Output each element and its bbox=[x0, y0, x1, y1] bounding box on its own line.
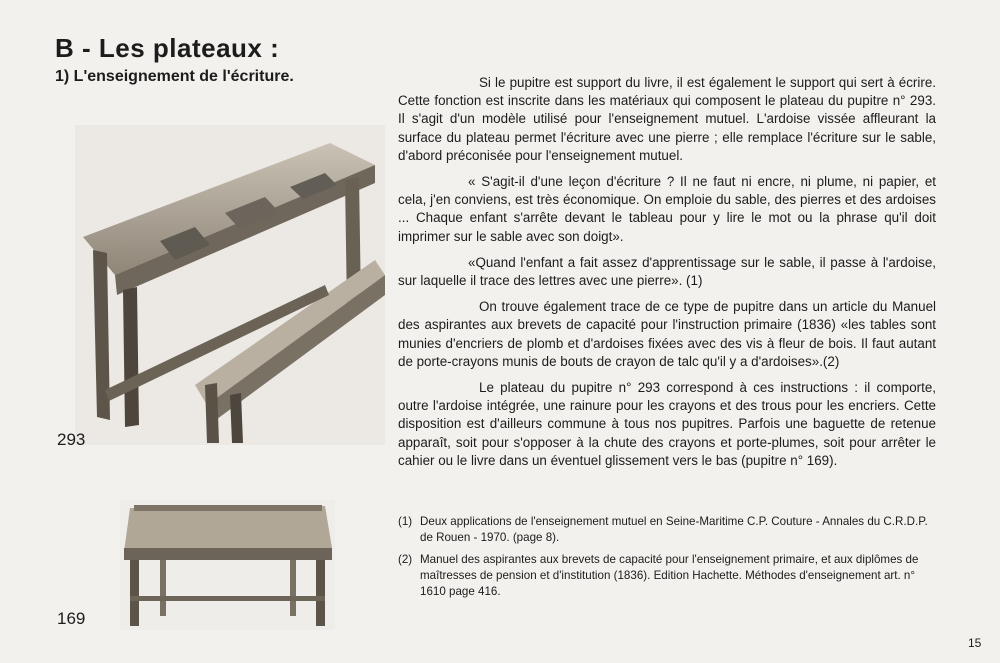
footnotes bbox=[398, 514, 938, 606]
desk-169-illustration bbox=[120, 500, 335, 630]
section-heading: B - Les plateaux : bbox=[55, 33, 280, 63]
figure-label-169: 169 bbox=[57, 609, 86, 628]
page-number: 15 bbox=[968, 636, 982, 650]
desk-169-photo bbox=[120, 500, 335, 630]
footnote bbox=[398, 552, 938, 600]
paragraph: Le plateau du pupitre n° 293 correspond à ces instructions : il comporte, outre l'ardoise intégrée, une rainure pour les crayons et des trous pour les encriers. Cette disposition est d'ailleurs commune à tous nos pupitres. Parfois une baguette de retenue apparaît, soit pour s'opposer à la chute des crayons et porte-plumes, soit pour arrêter le cahier ou le livre dans un éventuel glissement vers le bas (pupitre n° 169). bbox=[398, 380, 936, 468]
paragraph: On trouve également trace de ce type de pupitre dans un article du Manuel des aspirantes aux brevets de capacité pour l'instruction primaire (1836) «les tables sont munies d'encriers de plomb et d'ardoises fixées avec des vis à fleur de bois. Il faut autant de porte-crayons munis de bouts de crayon de talc qu'il y a d'ardoises».(2) bbox=[398, 299, 936, 369]
footnote-number: (1) bbox=[398, 515, 413, 528]
footnote-number: (2) bbox=[398, 553, 413, 566]
desk-293-illustration bbox=[75, 125, 385, 445]
body-text bbox=[398, 74, 936, 478]
footnote bbox=[398, 514, 938, 546]
desk-293-photo bbox=[75, 125, 385, 445]
footnote-text: Manuel des aspirantes aux brevets de capacité pour l'enseignement primaire, et aux diplômes de maîtresses de pension et d'institution (1836). Edition Hachette. Méthodes d'enseignement art. n° 1610 page 416. bbox=[420, 553, 919, 598]
paragraph: «Quand l'enfant a fait assez d'apprentissage sur le sable, il passe à l'ardoise, sur laquelle il trace des lettres avec une pierre». (1) bbox=[398, 254, 936, 289]
paragraph: « S'agit-il d'une leçon d'écriture ? Il ne faut ni encre, ni plume, ni papier, et cela, j'en conviens, est très économique. On emploie du sable, des pierres et des ardoises ... Chaque enfant s'arrête devant le tableau pour y lire le mot ou la phrase qu'il doit imprimer sur le sable avec son doigt». bbox=[398, 174, 936, 244]
figure-label-293: 293 bbox=[57, 430, 86, 449]
sub-heading: 1) L'enseignement de l'écriture. bbox=[55, 68, 294, 85]
paragraph: Si le pupitre est support du livre, il est également le support qui sert à écrire. Cette fonction est inscrite dans les matériaux qui composent le plateau du pupitre n° 293. Il s'agit d'un modèle utilisé pour l'enseignement mutuel. L'ardoise vissée affleurant la surface du plateau permet l'écriture avec une pierre ; elle remplace l'écriture sur le sable, d'abord préconisée pour l'enseignement mutuel. bbox=[398, 75, 936, 163]
footnote-text: Deux applications de l'enseignement mutuel en Seine-Maritime C.P. Couture - Annales du C.R.D.P. de Rouen - 1970. (page 8). bbox=[420, 515, 928, 544]
